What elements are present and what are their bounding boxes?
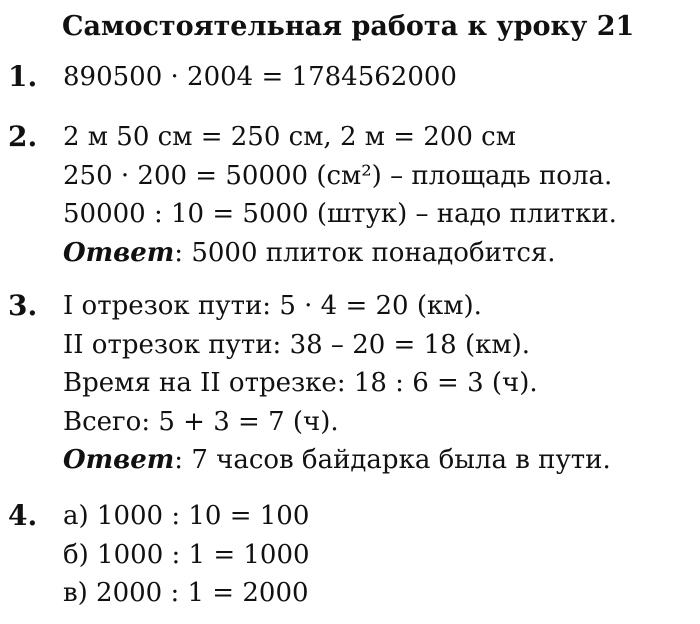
solution-line: I отрезок пути: 5 · 4 = 20 (км). xyxy=(63,291,482,321)
answer-line xyxy=(63,441,611,480)
answer-label: Ответ xyxy=(63,237,175,268)
problem-solution xyxy=(63,287,611,480)
solution-line: 250 · 200 = 50000 (см²) – площадь пола. xyxy=(63,160,613,191)
answer-label: Ответ xyxy=(63,445,175,475)
problem-number: 1. xyxy=(8,60,38,93)
solution-line: 2 м 50 см = 250 см, 2 м = 200 см xyxy=(63,122,516,152)
problem-number: 3. xyxy=(8,289,38,322)
answer-line xyxy=(63,234,617,273)
solution-line: 50000 : 10 = 5000 (штук) – надо плитки. xyxy=(63,199,617,229)
problem-number: 4. xyxy=(8,499,38,532)
page-title: Самостоятельная работа к уроку 21 xyxy=(62,11,635,42)
solution-line: Всего: 5 + 3 = 7 (ч). xyxy=(63,406,339,437)
solution-line: 890500 · 2004 = 1784562000 xyxy=(63,62,457,92)
solution-line: II отрезок пути: 38 – 20 = 18 (км). xyxy=(63,329,530,360)
problem-solution xyxy=(63,58,457,97)
problem-number: 2. xyxy=(8,120,38,153)
problem-solution xyxy=(63,497,310,613)
solution-line: Время на II отрезке: 18 : 6 = 3 (ч). xyxy=(63,368,538,398)
solution-line: а) 1000 : 10 = 100 xyxy=(63,501,310,531)
solution-line: в) 2000 : 1 = 2000 xyxy=(63,578,309,608)
answer-text: : 5000 плиток понадобится. xyxy=(174,237,556,268)
problem-solution xyxy=(63,118,617,272)
answer-text: : 7 часов байдарка была в пути. xyxy=(174,445,611,475)
solution-line: б) 1000 : 1 = 1000 xyxy=(63,539,310,570)
